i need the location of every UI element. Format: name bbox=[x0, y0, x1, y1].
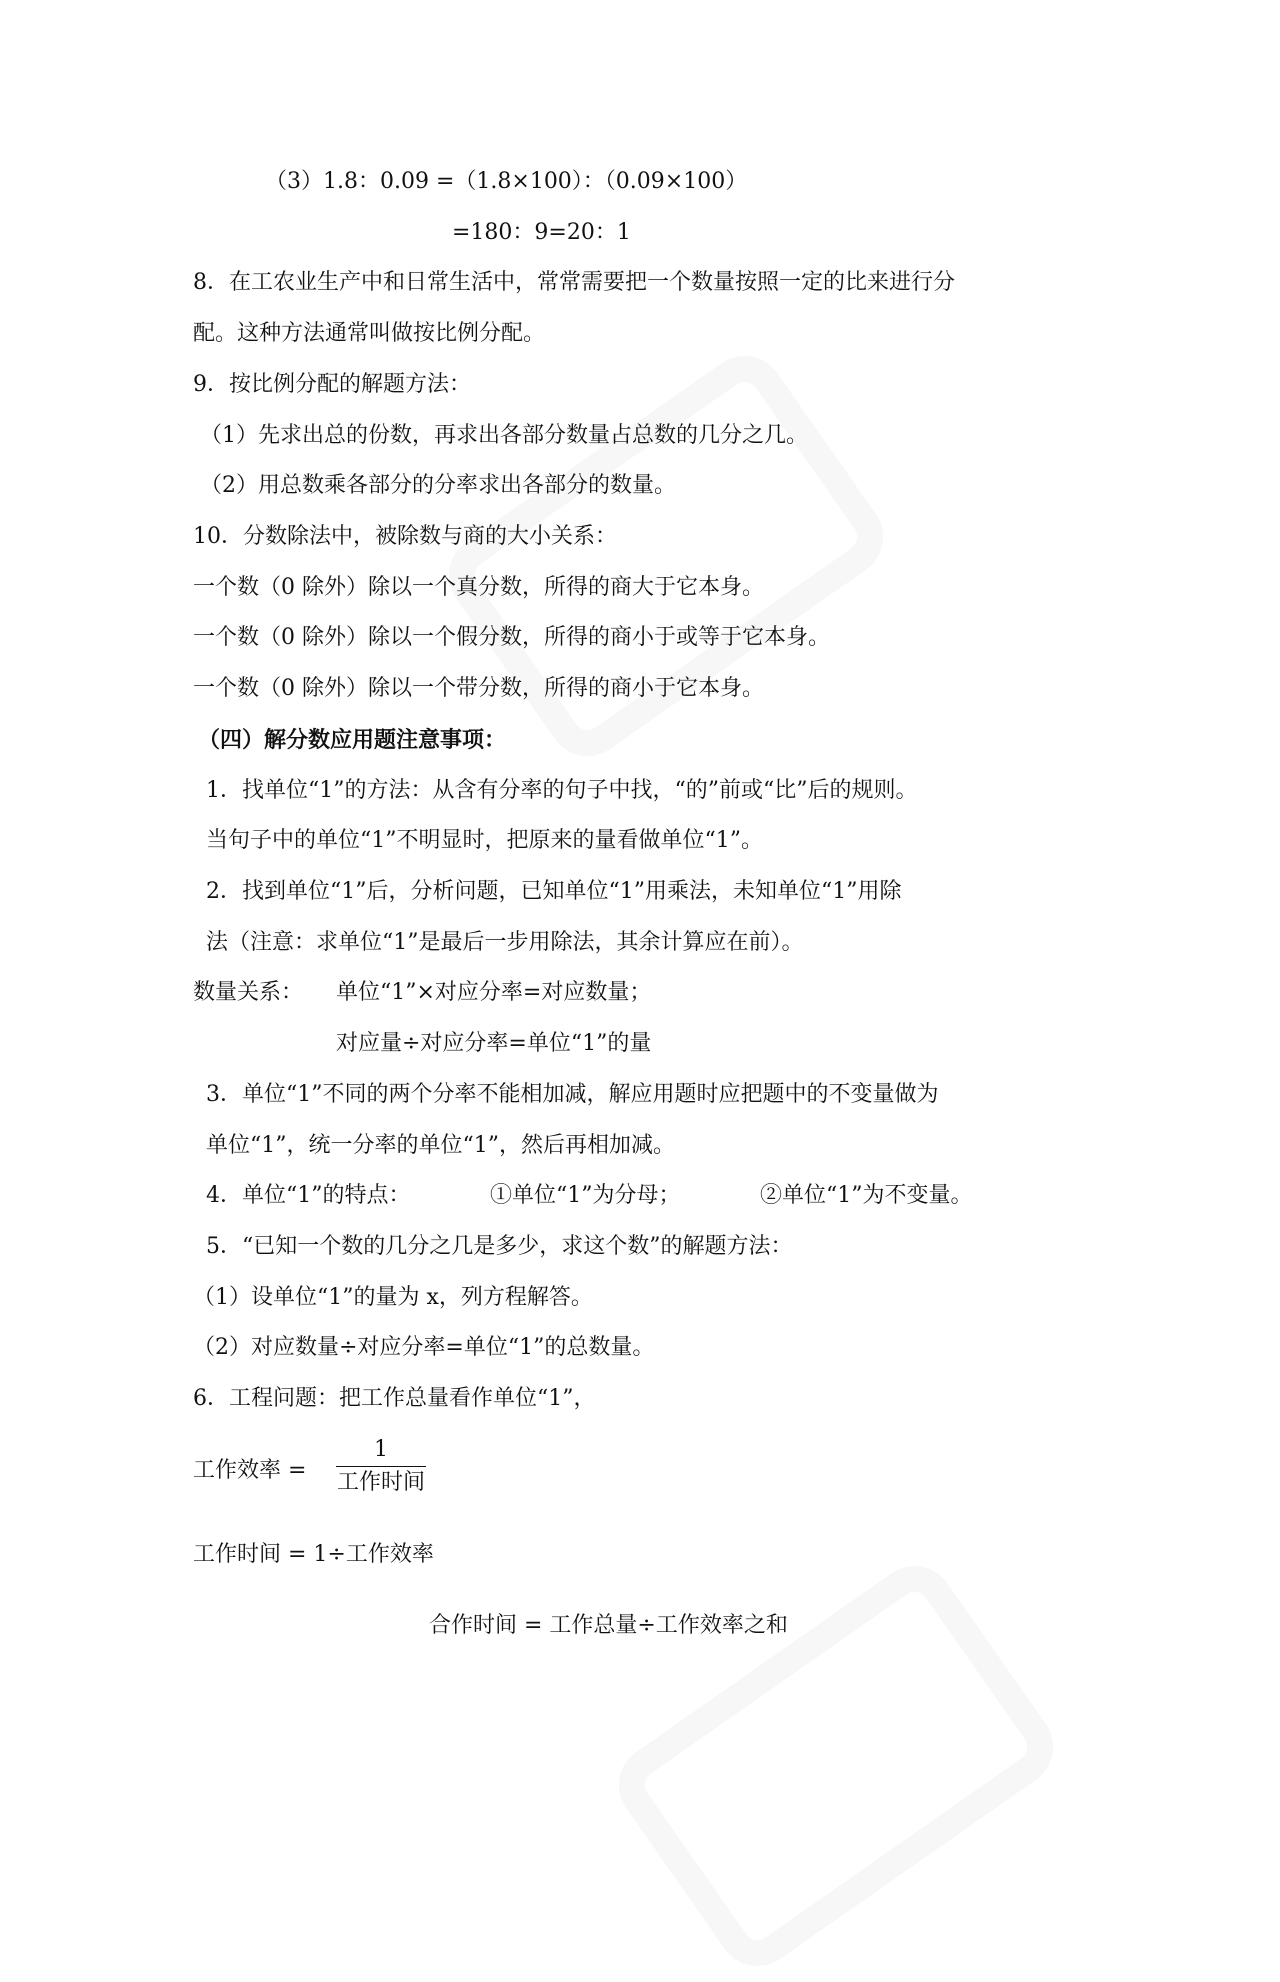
item-10-rule-1: 一个数（0 除外）除以一个真分数，所得的商大于它本身。 bbox=[193, 575, 764, 600]
item-9-heading: 9．按比例分配的解题方法： bbox=[193, 372, 471, 397]
note-5-text: 5．“已知一个数的几分之几是多少，求这个数”的解题方法： bbox=[206, 1234, 793, 1259]
note-5-method-2: （2）对应数量÷对应分率=单位“1”的总数量。 bbox=[193, 1335, 655, 1360]
quantity-relation-formula-2: 对应量÷对应分率=单位“1”的量 bbox=[336, 1031, 652, 1056]
quantity-relation-label: 数量关系： bbox=[193, 980, 304, 1005]
note-4-label: 4．单位“1”的特点： bbox=[206, 1183, 411, 1208]
item-10-rule-3: 一个数（0 除外）除以一个带分数，所得的商小于它本身。 bbox=[193, 676, 764, 701]
item-8-text-cont: 配。这种方法通常叫做按比例分配。 bbox=[193, 321, 546, 346]
ratio-result-line: =180：9=20：1 bbox=[452, 220, 631, 245]
note-3-text: 3．单位“1”不同的两个分率不能相加减，解应用题时应把题中的不变量做为 bbox=[206, 1082, 939, 1107]
item-9-step-2: （2）用总数乘各部分的分率求出各部分的数量。 bbox=[200, 473, 676, 498]
cooperation-time-formula: 合作时间 = 工作总量÷工作效率之和 bbox=[429, 1613, 788, 1638]
note-4-feature-2: ②单位“1”为不变量。 bbox=[760, 1183, 973, 1208]
item-10-heading: 10．分数除法中，被除数与商的大小关系： bbox=[193, 524, 617, 549]
watermark-logo bbox=[433, 340, 899, 771]
fraction-denominator: 工作时间 bbox=[336, 1470, 425, 1495]
note-1-text: 1．找单位“1”的方法：从含有分率的句子中找，“的”前或“比”后的规则。 bbox=[206, 778, 918, 803]
section-4-heading: （四）解分数应用题注意事项： bbox=[198, 727, 507, 753]
quantity-relation-formula-1: 单位“1”×对应分率=对应数量； bbox=[336, 980, 652, 1005]
work-efficiency-fraction bbox=[336, 1436, 426, 1497]
item-8-text: 8．在工农业生产中和日常生活中，常常需要把一个数量按照一定的比来进行分 bbox=[193, 270, 955, 295]
note-4-feature-1: ①单位“1”为分母； bbox=[490, 1183, 681, 1208]
note-3-text-cont: 单位“1”，统一分率的单位“1”，然后再相加减。 bbox=[206, 1133, 675, 1158]
note-6-text: 6．工程问题：把工作总量看作单位“1”， bbox=[193, 1386, 596, 1411]
work-time-formula: 工作时间 = 1÷工作效率 bbox=[193, 1542, 434, 1567]
note-1-text-cont: 当句子中的单位“1”不明显时，把原来的量看做单位“1”。 bbox=[206, 828, 763, 853]
fraction-bar bbox=[336, 1466, 426, 1467]
note-2-text-cont: 法（注意：求单位“1”是最后一步用除法，其余计算应在前）。 bbox=[206, 930, 804, 955]
item-10-rule-2: 一个数（0 除外）除以一个假分数，所得的商小于或等于它本身。 bbox=[193, 625, 830, 650]
work-efficiency-label: 工作效率 = bbox=[193, 1458, 307, 1483]
ratio-example-line: （3）1.8：0.09 =（1.8×100）：（0.09×100） bbox=[265, 169, 748, 194]
fraction-numerator: 1 bbox=[374, 1437, 388, 1462]
note-2-text: 2．找到单位“1”后，分析问题，已知单位“1”用乘法，未知单位“1”用除 bbox=[206, 879, 902, 904]
item-9-step-1: （1）先求出总的份数，再求出各部分数量占总数的几分之几。 bbox=[200, 423, 808, 448]
note-5-method-1: （1）设单位“1”的量为 x，列方程解答。 bbox=[193, 1285, 593, 1310]
